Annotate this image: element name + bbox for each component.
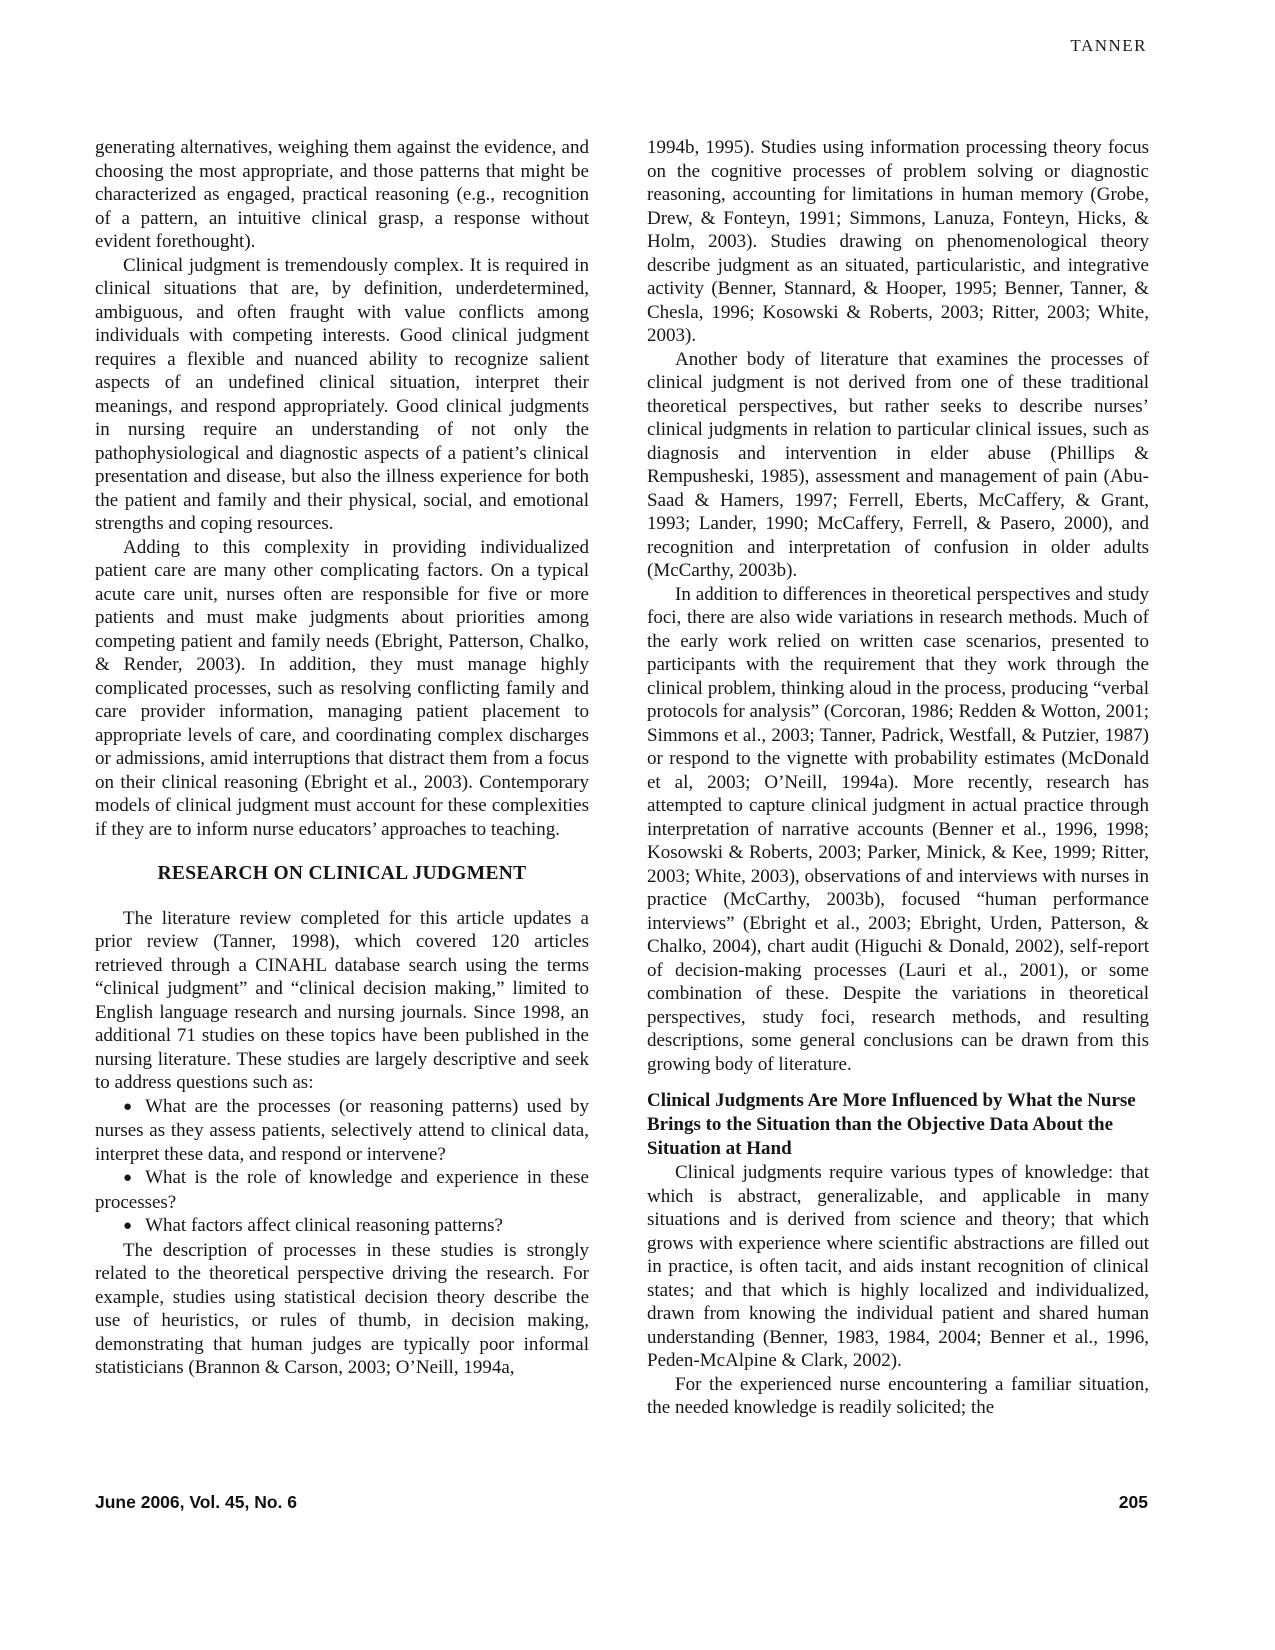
bullet-icon: ● bbox=[123, 1170, 133, 1186]
bullet-text: What are the processes (or reasoning patterns) used by nurses as they assess patients, selectively attend to clinical data, interpret these data, and respond or intervene? bbox=[95, 1095, 589, 1165]
bullet-item bbox=[95, 1214, 589, 1239]
paragraph: Another body of literature that examines the processes of clinical judgment is not derived from one of these traditional theoretical perspectives, but rather seeks to describe nurses’ clinical judgments in relation to particular clinical issues, such as diagnosis and intervention in elder abuse (Phillips & Rempusheski, 1985), assessment and management of pain (Abu-Saad & Hamers, 1997; Ferrell, Eberts, McCaffery, & Grant, 1993; Lander, 1990; McCaffery, Ferrell, & Pasero, 2000), and recognition and interpretation of confusion in older adults (McCarthy, 2003b). bbox=[647, 348, 1149, 581]
paragraph: Clinical judgment is tremendously complex. It is required in clinical situations that are, by definition, underdetermined, ambiguous, and often fraught with value conflicts among individuals with competing interests. Good clinical judgment requires a flexible and nuanced ability to recognize salient aspects of an undefined clinical situation, interpret their meanings, and respond appropriately. Good clinical judgments in nursing require an understanding of not only the pathophysiological and diagnostic aspects of a patient’s clinical presentation and disease, but also the illness experience for both the patient and family and their physical, social, and emotional strengths and coping resources. bbox=[95, 254, 589, 534]
bullet-icon: ● bbox=[123, 1098, 133, 1115]
paragraph: For the experienced nurse encountering a familiar situation, the needed knowledge is readily solicited; the bbox=[647, 1373, 1149, 1418]
bullet-text: What factors affect clinical reasoning patterns? bbox=[145, 1215, 503, 1236]
subsection-heading: Clinical Judgments Are More Influenced by What the Nurse Brings to the Situation than the Objective Data About the Situation at Hand bbox=[647, 1090, 1136, 1159]
bullet-item bbox=[95, 1166, 589, 1214]
bullet-text: What is the role of knowledge and experience in these processes? bbox=[95, 1167, 589, 1213]
paragraph: The literature review completed for this article updates a prior review (Tanner, 1998), which covered 120 articles retrieved through a CINAHL database search using the terms “clinical judgment” and “clinical decision making,” limited to English language research and nursing journals. Since 1998, an additional 71 studies on these topics have been published in the nursing literature. These studies are largely descriptive and seek to address questions such as: bbox=[95, 907, 589, 1093]
paragraph: Clinical judgments require various types of knowledge: that which is abstract, generalizable, and applicable in many situations and is derived from science and theory; that which grows with experience where scientific abstractions are filled out in practice, is often tacit, and aids instant recognition of clinical states; and that which is highly localized and individualized, drawn from knowing the individual patient and shared human understanding (Benner, 1983, 1984, 2004; Benner et al., 1996, Peden-McAlpine & Clark, 2002). bbox=[647, 1162, 1149, 1371]
paragraph-continuation: generating alternatives, weighing them against the evidence, and choosing the most appropriate, and those patterns that might be characterized as engaged, practical reasoning (e.g., recognition of a pattern, an intuitive clinical grasp, a response without evident forethought). bbox=[95, 137, 589, 252]
running-head: TANNER bbox=[1070, 36, 1147, 55]
left-column bbox=[95, 136, 589, 1488]
footer-issue: June 2006, Vol. 45, No. 6 bbox=[95, 1492, 297, 1512]
paragraph: In addition to differences in theoretical perspectives and study foci, there are also wide variations in research methods. Much of the early work relied on written case scenarios, presented to participants with the requirement that they work through the clinical problem, thinking aloud in the process, producing “verbal protocols for analysis” (Corcoran, 1986; Redden & Wotton, 2001; Simmons et al., 2003; Tanner, Padrick, Westfall, & Putzier, 1987) or respond to the vignette with probability estimates (McDonald et al, 2003; O’Neill, 1994a). More recently, research has attempted to capture clinical judgment in actual practice through interpretation of narrative accounts (Benner et al., 1996, 1998; Kosowski & Roberts, 2003; Parker, Minick, & Kee, 1999; Ritter, 2003; White, 2003), observations of and interviews with nurses in practice (McCarthy, 2003b), focused “human performance interviews” (Ebright et al., 2003; Ebright, Urden, Patterson, & Chalko, 2004), chart audit (Higuchi & Donald, 2002), self-report of decision-making processes (Lauri et al., 2001), or some combination of these. Despite the variations in theoretical perspectives, study foci, research methods, and resulting descriptions, some general conclusions can be drawn from this growing body of literature. bbox=[647, 583, 1149, 1075]
footer-page-number: 205 bbox=[1118, 1492, 1148, 1512]
bullet-item bbox=[95, 1095, 589, 1167]
page-footer bbox=[95, 1492, 1148, 1513]
paragraph: Adding to this complexity in providing individualized patient care are many other complicating factors. On a typical acute care unit, nurses often are responsible for five or more patients and must make judgments about priorities among competing patient and family needs (Ebright, Patterson, Chalko, & Render, 2003). In addition, they must manage highly complicated processes, such as resolving conflicting family and care provider information, managing patient placement to appropriate levels of care, and coordinating complex discharges or admissions, amid interruptions that distract them from a focus on their clinical reasoning (Ebright et al., 2003). Contemporary models of clinical judgment must account for these complexities if they are to inform nurse educators’ approaches to teaching. bbox=[95, 536, 589, 840]
section-heading: RESEARCH ON CLINICAL JUDGMENT bbox=[157, 863, 527, 884]
right-column bbox=[647, 136, 1149, 1488]
bullet-icon: ● bbox=[123, 1218, 133, 1234]
paragraph-continuation: 1994b, 1995). Studies using information processing theory focus on the cognitive processes of problem solving or diagnostic reasoning, accounting for limitations in human memory (Grobe, Drew, & Fonteyn, 1991; Simmons, Lanuza, Fonteyn, Hicks, & Holm, 2003). Studies drawing on phenomenological theory describe judgment as an situated, particularistic, and integrative activity (Benner, Stannard, & Hooper, 1995; Benner, Tanner, & Chesla, 1996; Kosowski & Roberts, 2003; Ritter, 2003; White, 2003). bbox=[647, 137, 1149, 346]
paragraph: The description of processes in these studies is strongly related to the theoretical perspective driving the research. For example, studies using statistical decision theory describe the use of heuristics, or rules of thumb, in decision making, demonstrating that human judges are typically poor informal statisticians (Brannon & Carson, 2003; O’Neill, 1994a, bbox=[95, 1239, 589, 1378]
